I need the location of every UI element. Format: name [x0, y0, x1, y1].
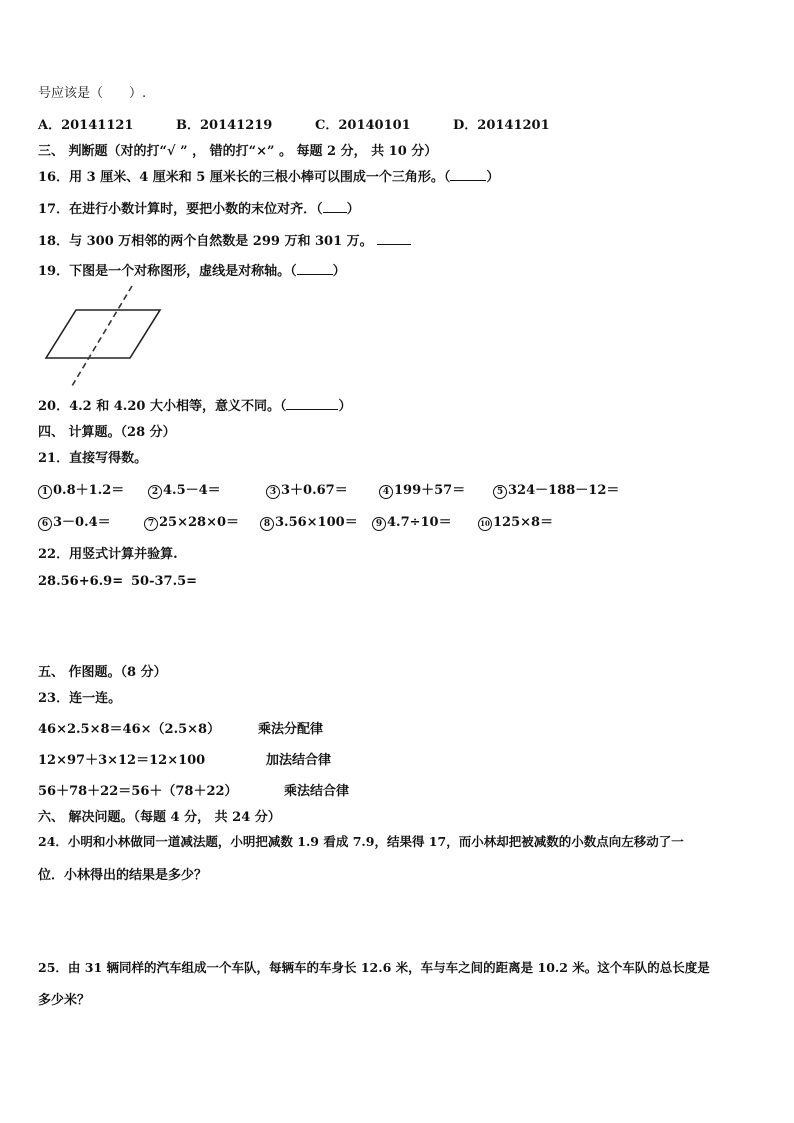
q21-item-10	[478, 511, 553, 531]
q21-expr-7: 25×28×0＝	[159, 515, 240, 530]
section4-heading: 四、 计算题。（28 分）	[38, 425, 176, 440]
q19-answer-blank[interactable]	[297, 262, 333, 275]
q20-answer-blank[interactable]	[286, 397, 338, 410]
q25-line-1: 25．由 31 辆同样的汽车组成一个车队，每辆车的车身长 12.6 米，车与车之间的距离是 10.2 米。这个车队的总长度是	[38, 960, 710, 975]
q22-title: 22．用竖式计算并验算.	[38, 547, 178, 562]
parallelogram-shape	[46, 310, 160, 358]
q15-option-a: A．20141121	[38, 118, 134, 133]
q15-option-b: B．20141219	[176, 118, 273, 133]
number-circle-1: 1	[38, 485, 52, 499]
q19	[38, 260, 346, 279]
number-circle-8: 8	[260, 517, 274, 531]
q23-right-item-2: 加法结合律	[266, 753, 332, 768]
q21-expr-2: 4.5－4＝	[163, 483, 221, 498]
q17-close: ）	[346, 202, 360, 217]
number-circle-6: 6	[38, 517, 52, 531]
q21-item-2	[148, 479, 221, 499]
number-circle-2: 2	[148, 485, 162, 499]
q16-answer-blank[interactable]	[450, 168, 486, 181]
q16	[38, 166, 499, 185]
q21-expr-5: 324－188－12＝	[508, 483, 620, 498]
q17	[38, 198, 360, 217]
q21-item-8	[260, 511, 358, 531]
q20	[38, 395, 351, 414]
q19-text: 19．下图是一个对称图形，虚线是对称轴。（	[38, 264, 297, 279]
q21-expr-8: 3.56×100＝	[275, 515, 358, 530]
q19-parallelogram-figure	[40, 282, 170, 390]
q17-answer-blank[interactable]	[323, 200, 347, 213]
q21-item-3	[266, 479, 348, 499]
q22-expr-1: 28.56+6.9=	[38, 574, 124, 589]
q18-answer-blank[interactable]	[377, 232, 411, 245]
q23-right-item-1: 乘法分配律	[258, 722, 324, 737]
q17-text: 17．在进行小数计算时，要把小数的末位对齐．（	[38, 202, 323, 217]
q21-item-6	[38, 511, 111, 531]
symmetry-axis-dashed-line	[72, 286, 132, 386]
q16-text: 16．用 3 厘米、4 厘米和 5 厘米长的三根小棒可以围成一个三角形。（	[38, 170, 451, 185]
q21-item-4	[379, 479, 465, 499]
q22-expr-2: 50-37.5=	[131, 574, 198, 589]
q21-expr-1: 0.8＋1.2＝	[53, 483, 125, 498]
q20-close: ）	[338, 399, 352, 414]
number-circle-10: 10	[478, 517, 492, 531]
q16-close: ）	[486, 170, 500, 185]
q23-title: 23．连一连。	[38, 691, 122, 706]
number-circle-4: 4	[379, 485, 393, 499]
q20-text: 20．4.2 和 4.20 大小相等，意义不同。（	[38, 399, 287, 414]
number-circle-9: 9	[372, 517, 386, 531]
q23-right-item-3: 乘法结合律	[284, 784, 350, 799]
q19-close: ）	[332, 264, 346, 279]
q23-left-item-2: 12×97＋3×12＝12×100	[38, 753, 206, 768]
q23-left-item-3: 56＋78＋22＝56＋（78＋22）	[38, 784, 238, 799]
q25-line-2: 多少米？	[38, 993, 91, 1008]
q21-item-9	[372, 511, 452, 531]
q21-item-7	[144, 511, 239, 531]
section5-heading: 五、 作图题。（8 分）	[38, 665, 167, 680]
q24-line-2: 位．小林得出的结果是多少？	[38, 868, 208, 883]
q21-expr-9: 4.7÷10＝	[387, 515, 452, 530]
q21-expr-3: 3＋0.67＝	[281, 483, 348, 498]
q21-expr-4: 199＋57＝	[394, 483, 466, 498]
q24-line-1: 24．小明和小林做同一道减法题，小明把减数 1.9 看成 7.9，结果得 17，而小林却把被减数的小数点向左移动了一	[38, 834, 684, 849]
section3-heading: 三、 判断题（对的打“√ ” ， 错的打“×” 。 每题 2 分， 共 10 分）	[38, 144, 438, 159]
q21-item-1	[38, 479, 124, 499]
number-circle-5: 5	[493, 485, 507, 499]
q15-option-d: D．20141201	[453, 118, 550, 133]
q15-option-c: C．20140101	[315, 118, 411, 133]
number-circle-3: 3	[266, 485, 280, 499]
q21-title: 21．直接写得数。	[38, 451, 148, 466]
q18-text: 18．与 300 万相邻的两个自然数是 299 万和 301 万。	[38, 234, 373, 249]
q21-expr-10: 125×8＝	[493, 515, 554, 530]
q21-expr-6: 3－0.4＝	[53, 515, 111, 530]
q18	[38, 230, 411, 249]
q15-tail: 号应该是（ ）.	[38, 86, 147, 101]
q21-item-5	[493, 479, 619, 499]
number-circle-7: 7	[144, 517, 158, 531]
q23-left-item-1: 46×2.5×8＝46×（2.5×8）	[38, 722, 221, 737]
section6-heading: 六、 解决问题。（每题 4 分， 共 24 分）	[38, 810, 281, 825]
